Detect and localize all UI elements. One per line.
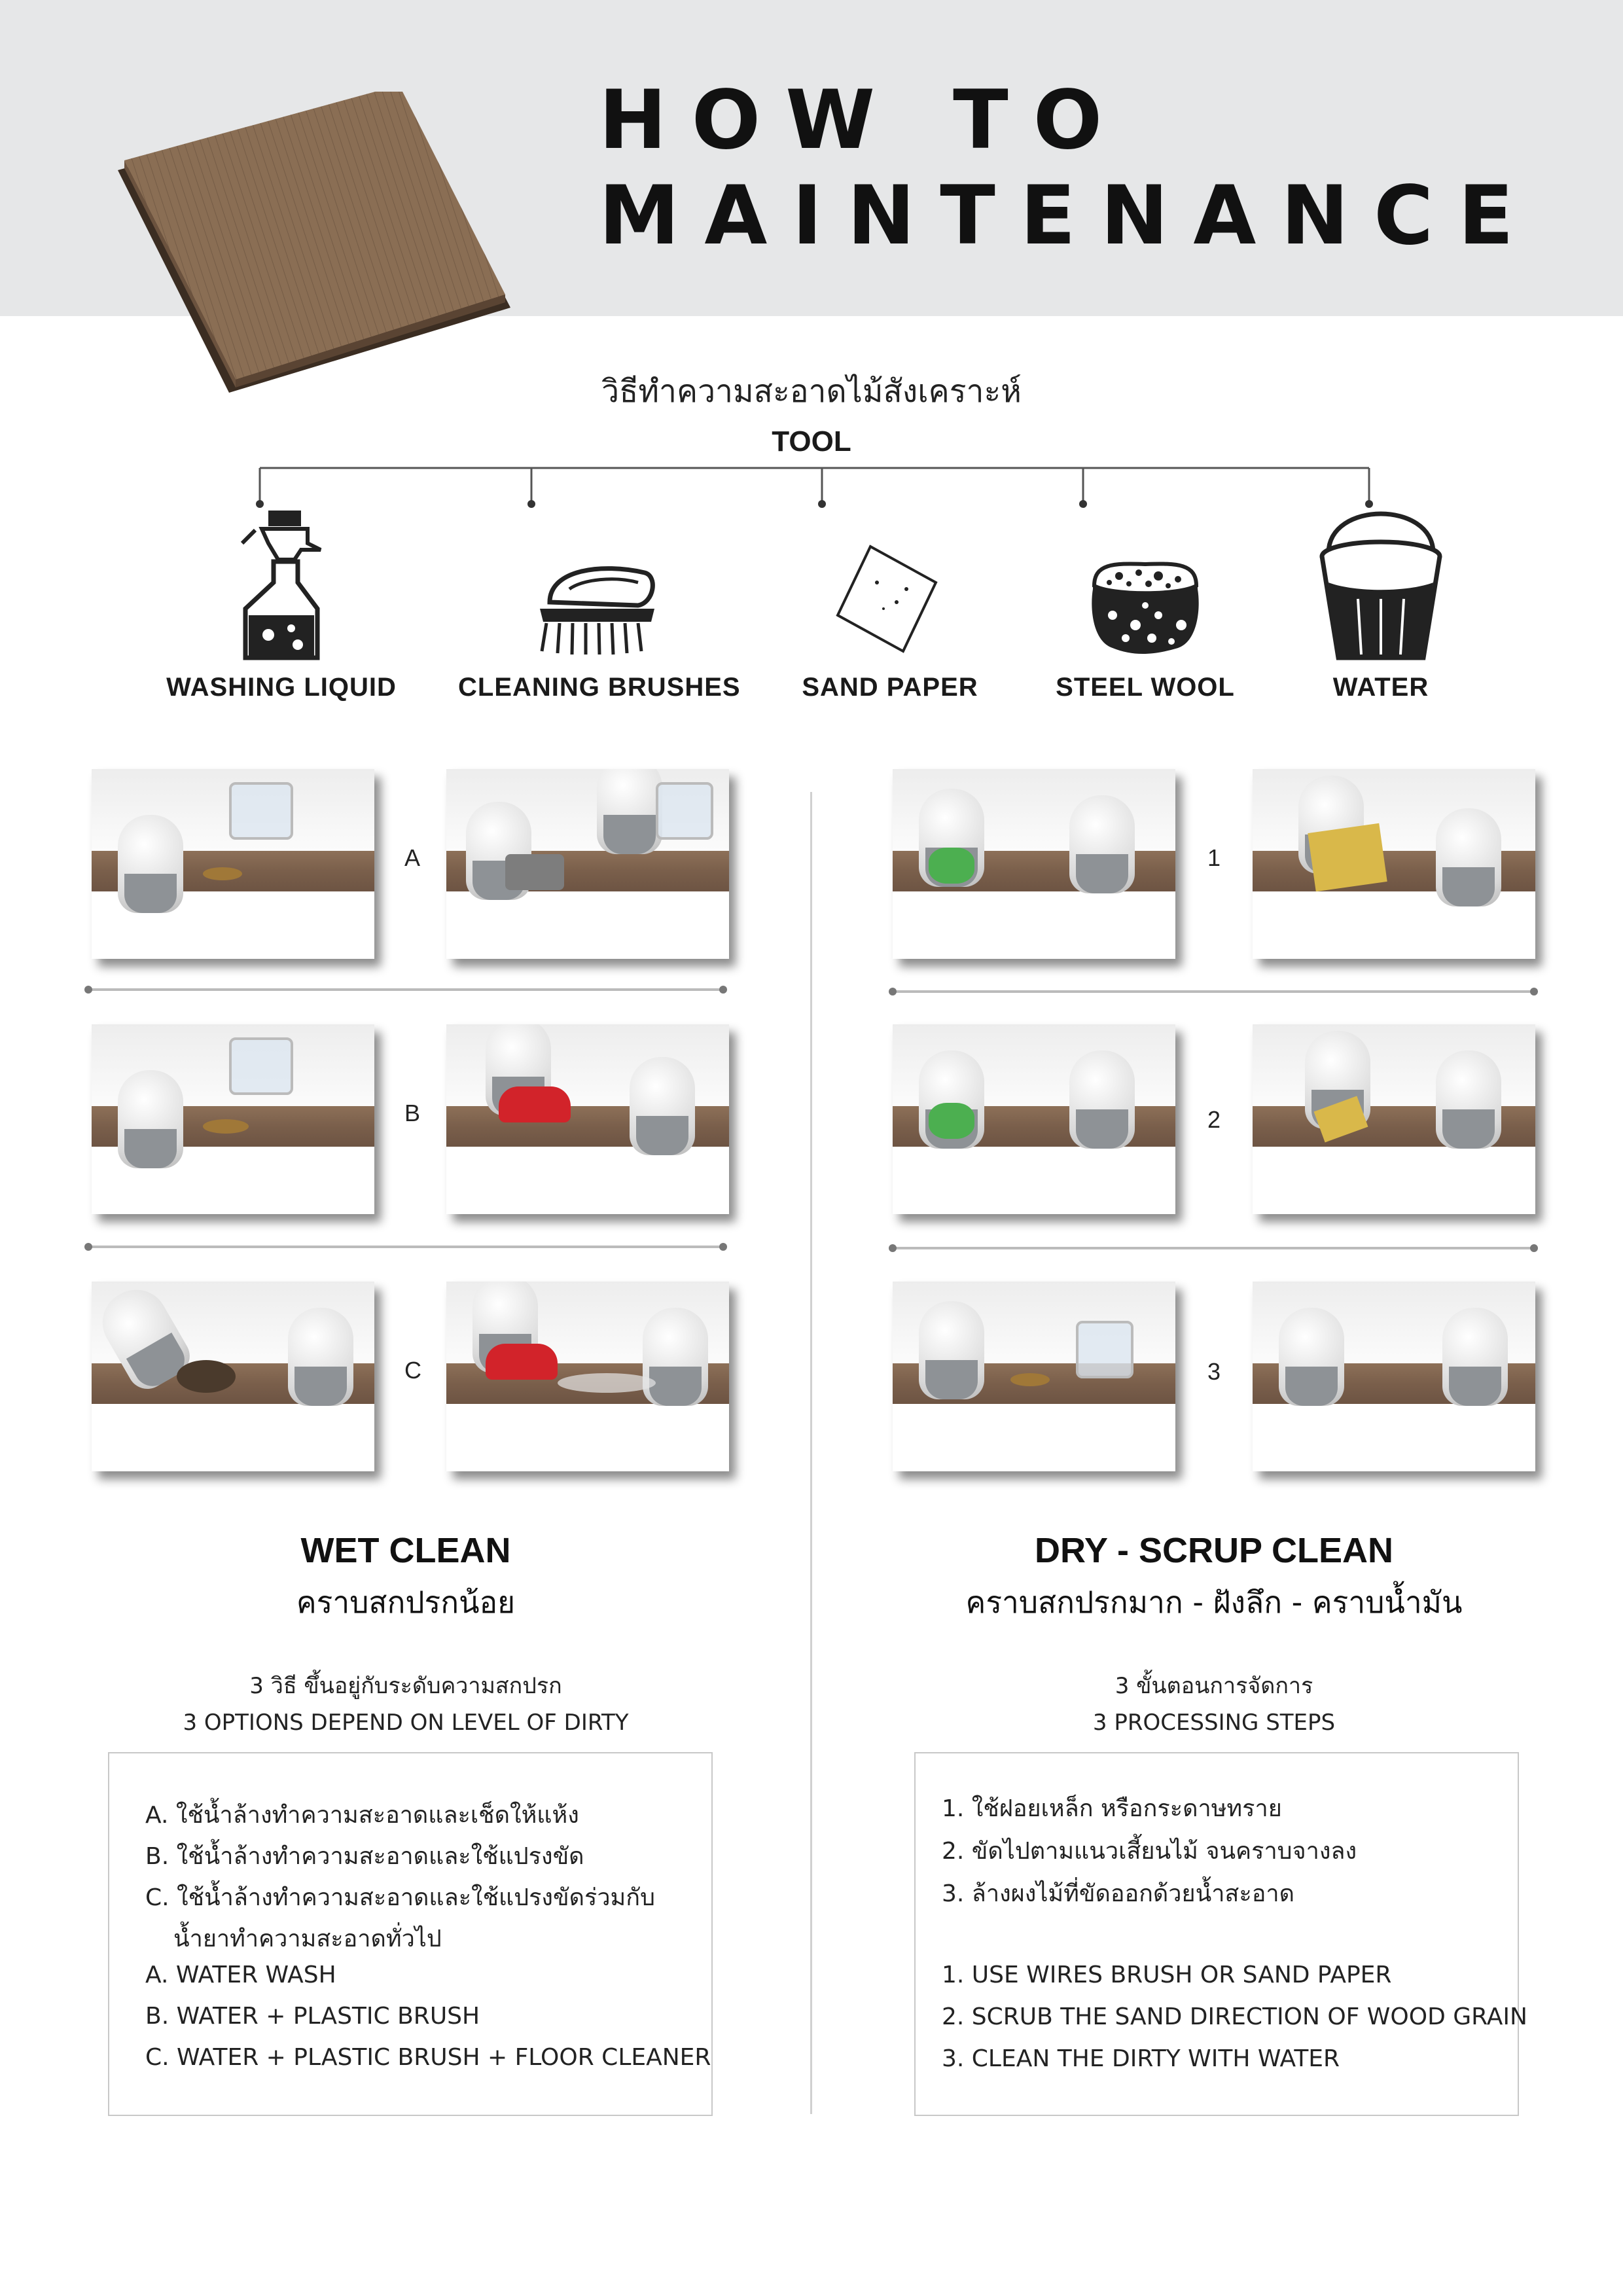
tool-label: WATER bbox=[1332, 673, 1429, 702]
wet-clean-note-th: 3 วิธี ขึ้นอยู่กับระดับความสกปรก bbox=[249, 1673, 562, 1699]
wet-clean-subtitle: คราบสกปรกน้อย bbox=[296, 1585, 516, 1620]
instruction-line: C. ใช้น้ำล้างทำความสะอาดและใช้แปรงขัดร่วมกับ bbox=[145, 1884, 655, 1911]
thai-subtitle: วิธีทำความสะอาดไม้สังเคราะห์ bbox=[601, 373, 1022, 410]
tool-heading: TOOL bbox=[772, 425, 851, 457]
dry-step-2-photo-1 bbox=[893, 1024, 1175, 1214]
wet-step-b-photo-1 bbox=[92, 1024, 374, 1214]
tool-steel-wool bbox=[1008, 511, 1283, 707]
dry-clean-note-en: 3 PROCESSING STEPS bbox=[1092, 1710, 1336, 1736]
dry-clean-note-th: 3 ขั้นตอนการจัดการ bbox=[1115, 1673, 1313, 1699]
dry-clean-instructions-box bbox=[914, 1752, 1527, 2116]
spray-bottle-icon bbox=[216, 511, 347, 668]
wet-step-label: A bbox=[404, 844, 421, 871]
dry-step-3-photo-2 bbox=[1253, 1282, 1535, 1471]
dry-clean-title: DRY - SCRUP CLEAN bbox=[1034, 1531, 1394, 1570]
steel-wool-icon bbox=[1073, 511, 1217, 668]
tool-label: STEEL WOOL bbox=[1056, 673, 1235, 702]
instruction-line: 2. SCRUB THE SAND DIRECTION OF WOOD GRAIN bbox=[942, 2003, 1527, 2030]
tool-water bbox=[1243, 501, 1518, 707]
dry-step-3-photo-1 bbox=[893, 1282, 1175, 1471]
instruction-line: 3. ล้างผงไม้ที่ขัดออกด้วยน้ำสะอาด bbox=[942, 1880, 1294, 1907]
dry-clean-subtitle: คราบสกปรกมาก - ฝังลึก - คราบน้ำมัน bbox=[965, 1585, 1463, 1620]
tool-label: SAND PAPER bbox=[802, 673, 978, 702]
wet-step-a-photo-1 bbox=[92, 769, 374, 959]
wet-step-b-photo-2 bbox=[446, 1024, 729, 1214]
sand-paper-icon bbox=[825, 511, 955, 668]
row-separator bbox=[88, 1246, 723, 1248]
page-title-line1: HOW TO bbox=[599, 73, 1128, 168]
instruction-line: 1. USE WIRES BRUSH OR SAND PAPER bbox=[942, 1962, 1392, 1988]
wet-clean-title: WET CLEAN bbox=[300, 1531, 511, 1570]
row-separator bbox=[893, 990, 1534, 993]
dry-step-label: 3 bbox=[1207, 1358, 1221, 1385]
instruction-line: C. WATER + PLASTIC BRUSH + FLOOR CLEANER bbox=[145, 2044, 711, 2071]
scrub-brush-icon bbox=[524, 511, 668, 668]
wpc-board-image bbox=[118, 92, 537, 399]
wet-clean-instructions-box bbox=[108, 1752, 713, 2116]
row-separator bbox=[88, 988, 723, 991]
instruction-line: A. ใช้น้ำล้างทำความสะอาดและเช็ดให้แห้ง bbox=[145, 1802, 579, 1829]
instruction-line: น้ำยาทำความสะอาดทั่วไป bbox=[173, 1926, 442, 1952]
instruction-line: B. WATER + PLASTIC BRUSH bbox=[145, 2003, 480, 2030]
instruction-line: 3. CLEAN THE DIRTY WITH WATER bbox=[942, 2045, 1340, 2072]
dry-step-2-photo-2 bbox=[1253, 1024, 1535, 1214]
row-separator bbox=[893, 1247, 1534, 1249]
tool-cleaning-brushes bbox=[458, 511, 741, 707]
wet-step-label: C bbox=[404, 1357, 421, 1384]
wet-step-a-photo-2 bbox=[446, 769, 729, 959]
page-title-line2: MAINTENANCE bbox=[599, 169, 1539, 263]
instruction-line: B. ใช้น้ำล้างทำความสะอาดและใช้แปรงขัด bbox=[145, 1843, 584, 1870]
tool-label: CLEANING BRUSHES bbox=[458, 673, 741, 702]
dry-step-1-photo-1 bbox=[893, 769, 1175, 959]
dry-step-label: 2 bbox=[1207, 1106, 1221, 1133]
wet-clean-note-en: 3 OPTIONS DEPEND ON LEVEL OF DIRTY bbox=[183, 1710, 629, 1736]
dry-step-1-photo-2 bbox=[1253, 769, 1535, 959]
column-divider bbox=[810, 792, 812, 2114]
instruction-line: 1. ใช้ฝอยเหล็ก หรือกระดาษทราย bbox=[942, 1795, 1282, 1822]
dry-step-label: 1 bbox=[1207, 844, 1221, 871]
instruction-line: A. WATER WASH bbox=[145, 1962, 336, 1988]
tool-washing-liquid bbox=[144, 511, 419, 707]
water-bucket-icon bbox=[1309, 501, 1453, 668]
wet-step-label: B bbox=[404, 1100, 421, 1126]
instruction-line: 2. ขัดไปตามแนวเสี้ยนไม้ จนคราบจางลง bbox=[942, 1838, 1357, 1865]
wet-step-c-photo-1 bbox=[92, 1282, 374, 1471]
wet-step-c-photo-2 bbox=[446, 1282, 729, 1471]
tool-sand-paper bbox=[753, 511, 1027, 707]
tool-label: WASHING LIQUID bbox=[166, 673, 397, 702]
